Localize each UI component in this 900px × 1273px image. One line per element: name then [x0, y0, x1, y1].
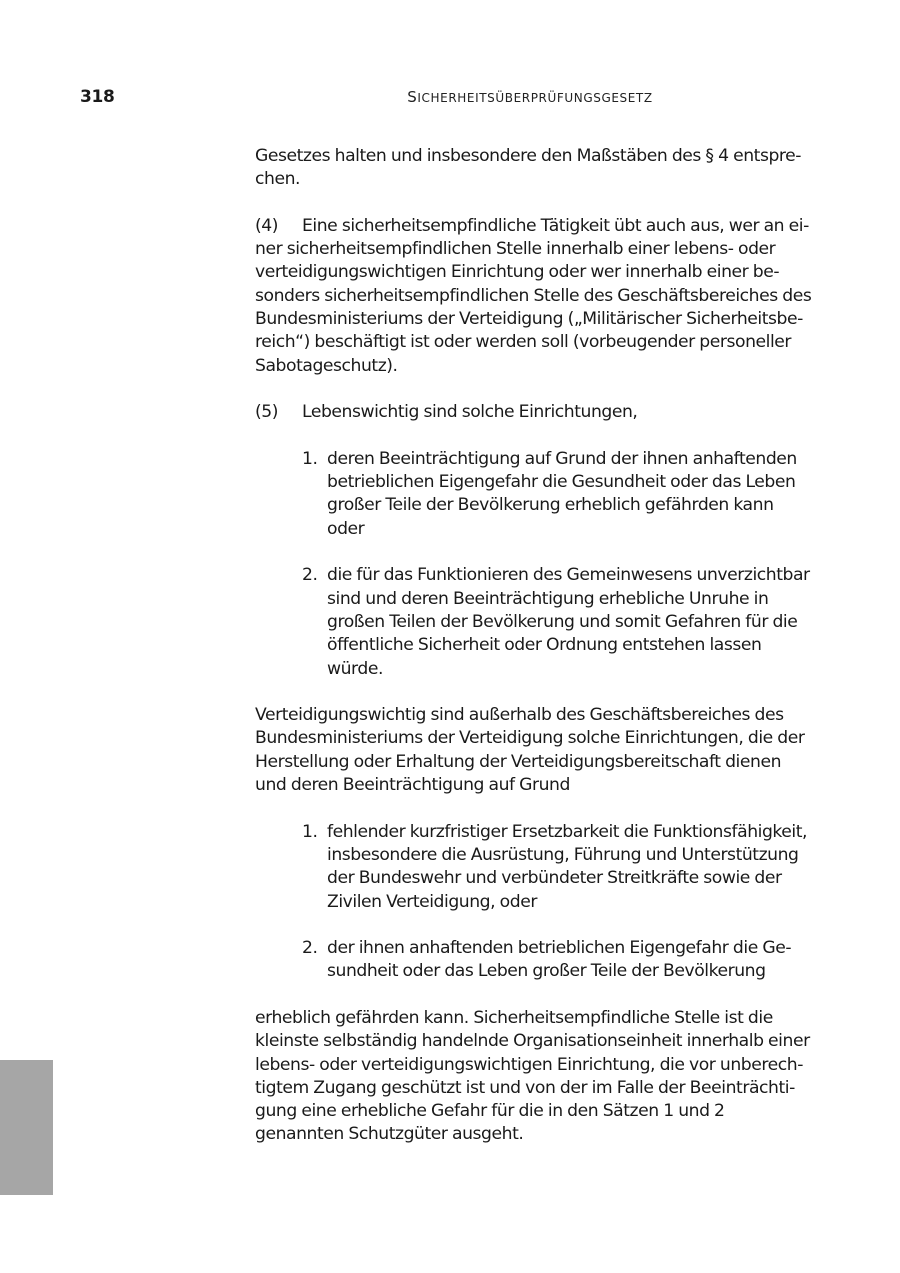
paragraph-5-number: (5): [255, 402, 278, 423]
chapter-side-tab: [0, 1060, 53, 1195]
list-item: [255, 448, 815, 541]
list-item-text: deren Beeinträchtigung auf Grund der ihnen anhaftenden betrieblichen Eigengefahr die Gesundheit oder das Leben großer Teile der Bevölkerung erheblich gefährden kann oder: [327, 448, 797, 539]
body-text: [255, 145, 815, 1147]
list-item-text: der ihnen anhaftenden betrieblichen Eigengefahr die Gesundheit oder das Leben großer Teile der Bevölkerung: [327, 938, 792, 982]
paragraph-4-number: (4): [255, 215, 278, 236]
paragraph-4-text: Eine sicherheitsempfindliche Tätigkeit übt auch aus, wer an einer sicherheitsempfindlichen Stelle innerhalb einer lebens- oder verteidigungswichtigen Einrichtung oder wer innerhalb einer besonders sicherheitsempfindlichen Stelle des Geschäftsbereiches des Bundesministeriums der Verteidigung („Militärischer Sicherheitsbereich“) beschäftigt ist oder werden soll (vorbeugender personeller Sabotageschutz).: [255, 215, 812, 376]
defense-facilities-list: [255, 821, 815, 984]
list-item-number: 2.: [302, 938, 318, 959]
list-item: [255, 564, 815, 680]
running-header-rest: ICHERHEITSÜBERPRÜFUNGSGESETZ: [417, 91, 653, 105]
list-item-number: 1.: [302, 821, 318, 842]
list-item-text: fehlender kurzfristiger Ersetzbarkeit die Funktionsfähigkeit, insbesondere die Ausrüstung, Führung und Unterstützung der Bundeswehr und verbündeter Streitkräfte sowie der Zivilen Verteidigung, oder: [327, 821, 808, 912]
paragraph-5-text: Lebenswichtig sind solche Einrichtungen,: [302, 402, 638, 423]
paragraph-intro: Gesetzes halten und insbesondere den Maßstäben des § 4 entsprechen.: [255, 146, 802, 190]
running-header: [300, 88, 760, 106]
paragraph-defense: Verteidigungswichtig sind außerhalb des Geschäftsbereiches des Bundesministeriums der Verteidigung solche Einrichtungen, die der Herstellung oder Erhaltung der Verteidigungsbereitschaft dienen und deren Beeinträchtigung auf Grund: [255, 705, 805, 796]
paragraph-4: [255, 215, 815, 378]
paragraph-5: [255, 401, 815, 424]
paragraph-final: erheblich gefährden kann. Sicherheitsempfindliche Stelle ist die kleinste selbständig handelnde Organisationseinheit innerhalb einer lebens- oder verteidigungswichtigen Einrichtung, die vor unberechtigtem Zugang geschützt ist und von der im Falle der Beeinträchtigung eine erhebliche Gefahr für die in den Sätzen 1 und 2 genannten Schutzgüter ausgeht.: [255, 1007, 810, 1145]
list-item: [255, 937, 815, 984]
running-header-initial: S: [407, 88, 418, 106]
list-item-number: 1.: [302, 448, 318, 469]
list-item: [255, 821, 815, 914]
list-item-number: 2.: [302, 565, 318, 586]
page-number: 318: [80, 87, 115, 107]
list-item-text: die für das Funktionieren des Gemeinwesens unverzichtbar sind und deren Beeinträchtigung erhebliche Unruhe in großen Teilen der Bevölkerung und somit Gefahren für die öffentliche Sicherheit oder Ordnung entstehen lassen würde.: [327, 565, 810, 679]
vital-facilities-list: [255, 448, 815, 681]
